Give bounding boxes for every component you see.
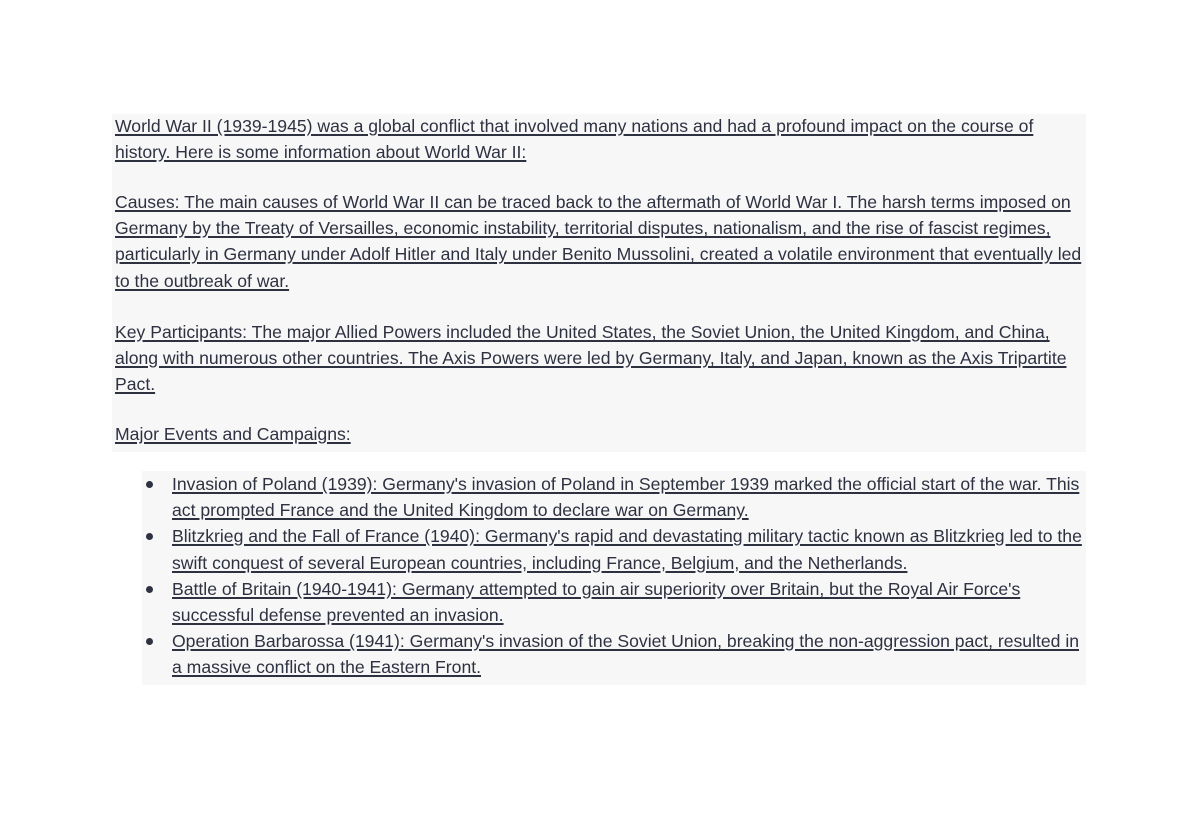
causes-paragraph: Causes: The main causes of World War II can be traced back to the aftermath of World War I. The harsh terms imposed on Germany by the Treaty of Versailles, economic instability, territorial disputes, nationalism, and the rise of fascist regimes, particularly in Germany under Adolf Hitler and Italy under Benito Mussolini, created a volatile environment that eventually led to the outbreak of war. [115,192,1082,291]
events-heading: Major Events and Campaigns: [115,424,351,444]
bullet-icon [146,586,153,593]
list-item [142,628,1090,680]
list-item [142,523,1090,575]
bullet-icon [146,533,153,540]
event-text: Blitzkrieg and the Fall of France (1940): Germany's rapid and devastating military tactic known as Blitzkrieg led to the swift conquest of several European countries, including France, Belgium, and the Netherlands. [172,526,1082,573]
events-list [142,471,1090,681]
bullet-icon [146,481,153,488]
list-item [142,471,1090,523]
participants-paragraph: Key Participants: The major Allied Powers included the United States, the Soviet Union, the United Kingdom, and China, along with numerous other countries. The Axis Powers were led by Germany, Italy, and Japan, known as the Axis Tripartite Pact. [115,322,1067,395]
event-text: Battle of Britain (1940-1941): Germany attempted to gain air superiority over Britain, but the Royal Air Force's successful defense prevented an invasion. [172,578,1021,626]
intro-paragraph: World War II (1939-1945) was a global conflict that involved many nations and had a profound impact on the course of history. Here is some information about World War II: [115,116,1034,163]
event-text: Operation Barbarossa (1941): Germany's invasion of the Soviet Union, breaking the non-aggression pact, resulted in a massive conflict on the Eastern Front. [172,631,1080,678]
event-text: Invasion of Poland (1939): Germany's invasion of Poland in September 1939 marked the official start of the war. This act prompted France and the United Kingdom to declare war on Germany. [172,474,1080,521]
bullet-icon [146,638,153,645]
list-item [142,576,1090,628]
